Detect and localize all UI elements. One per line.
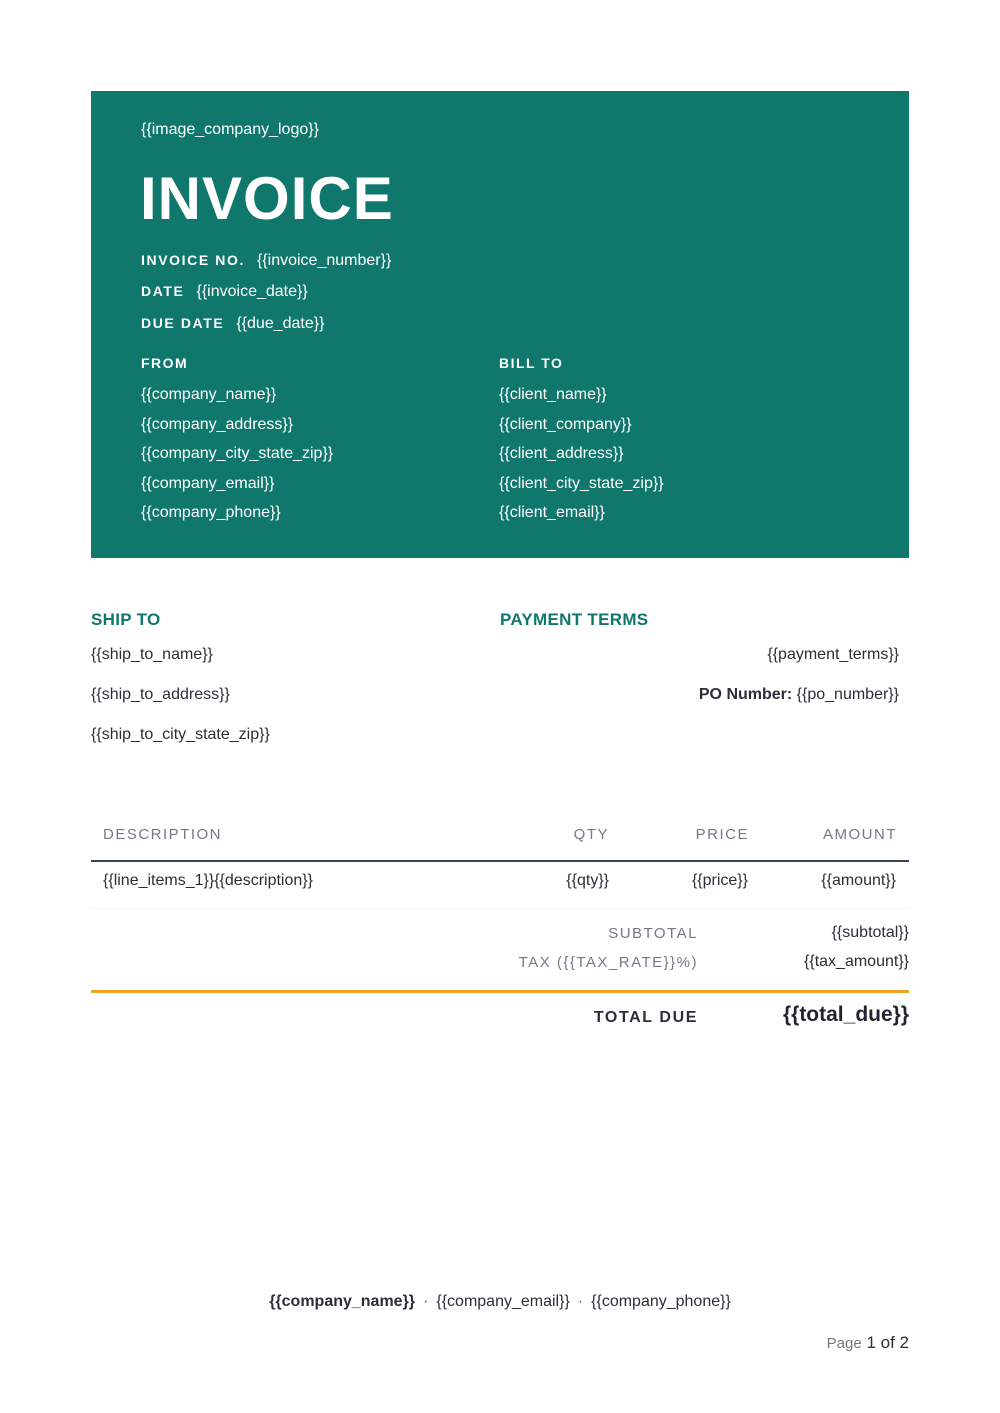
due-date-value: {{due_date}} [236, 315, 325, 332]
total-accent-rule [91, 990, 909, 993]
page-word: Page [826, 1335, 862, 1352]
col-header-amount: AMOUNT [823, 826, 897, 843]
due-date-label: DUE DATE [141, 315, 225, 331]
from-line: {{company_address}} [141, 415, 294, 433]
invoice-header [91, 91, 909, 558]
from-block [141, 355, 333, 528]
bill-to-line: {{client_name}} [499, 386, 607, 403]
payment-terms-heading: PAYMENT TERMS [500, 610, 649, 629]
table-header-rule [91, 860, 909, 862]
invoice-title: INVOICE [140, 165, 394, 232]
invoice-number-row [141, 252, 391, 270]
po-number-row [699, 686, 899, 704]
ship-to-line: {{ship_to_name}} [91, 646, 213, 663]
from-line: {{company_phone}} [141, 504, 281, 522]
cell-description: {{line_items_1}}{{description}} [103, 872, 313, 889]
invoice-number-label: INVOICE NO. [141, 252, 245, 268]
invoice-number-value: {{invoice_number}} [256, 252, 392, 269]
subtotal-value: {{subtotal}} [831, 924, 909, 941]
page-count: 1 of 2 [866, 1333, 909, 1352]
footer-company-name: {{company_name}} [269, 1293, 416, 1310]
from-line: {{company_name}} [141, 386, 277, 403]
invoice-date-label: DATE [141, 283, 185, 299]
col-header-price: PRICE [695, 826, 749, 843]
bill-to-line: {{client_company}} [499, 415, 632, 433]
footer-phone: {{company_phone}} [591, 1293, 731, 1310]
ship-to-line: {{ship_to_address}} [91, 686, 230, 703]
payment-terms-value: {{payment_terms}} [767, 646, 899, 663]
footer-email: {{company_email}} [436, 1293, 570, 1310]
ship-to-line: {{ship_to_city_state_zip}} [91, 726, 270, 743]
row-divider [91, 908, 909, 909]
page-number [827, 1333, 909, 1353]
total-due-label: TOTAL DUE [593, 1009, 698, 1026]
due-date-row [141, 315, 324, 333]
cell-qty: {{qty}} [566, 872, 609, 889]
bill-to-line: {{client_email}} [499, 504, 605, 522]
bill-to-heading: BILL TO [499, 355, 564, 371]
company-logo: {{image_company_logo}} [141, 121, 319, 138]
from-heading: FROM [141, 355, 189, 371]
po-number-value: {{po_number}} [796, 686, 899, 703]
from-line: {{company_email}} [141, 474, 275, 492]
bill-to-line: {{client_city_state_zip}} [499, 474, 664, 492]
po-number-label: PO Number: [698, 686, 793, 703]
invoice-date-value: {{invoice_date}} [196, 283, 308, 300]
cell-price: {{price}} [691, 872, 748, 889]
col-header-description: DESCRIPTION [103, 826, 223, 843]
ship-to-heading: SHIP TO [91, 610, 161, 629]
footer-separator: · [577, 1293, 584, 1310]
from-line: {{company_city_state_zip}} [141, 445, 334, 463]
col-header-qty: QTY [573, 826, 609, 843]
invoice-date-row [141, 283, 308, 301]
tax-label: TAX ({{TAX_RATE}}%) [518, 954, 698, 971]
bill-to-line: {{client_address}} [499, 445, 624, 463]
bill-to-block [499, 355, 664, 528]
footer-separator: · [423, 1293, 429, 1310]
tax-value: {{tax_amount}} [804, 953, 909, 970]
cell-amount: {{amount}} [821, 872, 896, 889]
footer-contact [0, 1293, 1000, 1311]
total-due-value: {{total_due}} [782, 1003, 909, 1026]
subtotal-label: SUBTOTAL [608, 925, 698, 942]
